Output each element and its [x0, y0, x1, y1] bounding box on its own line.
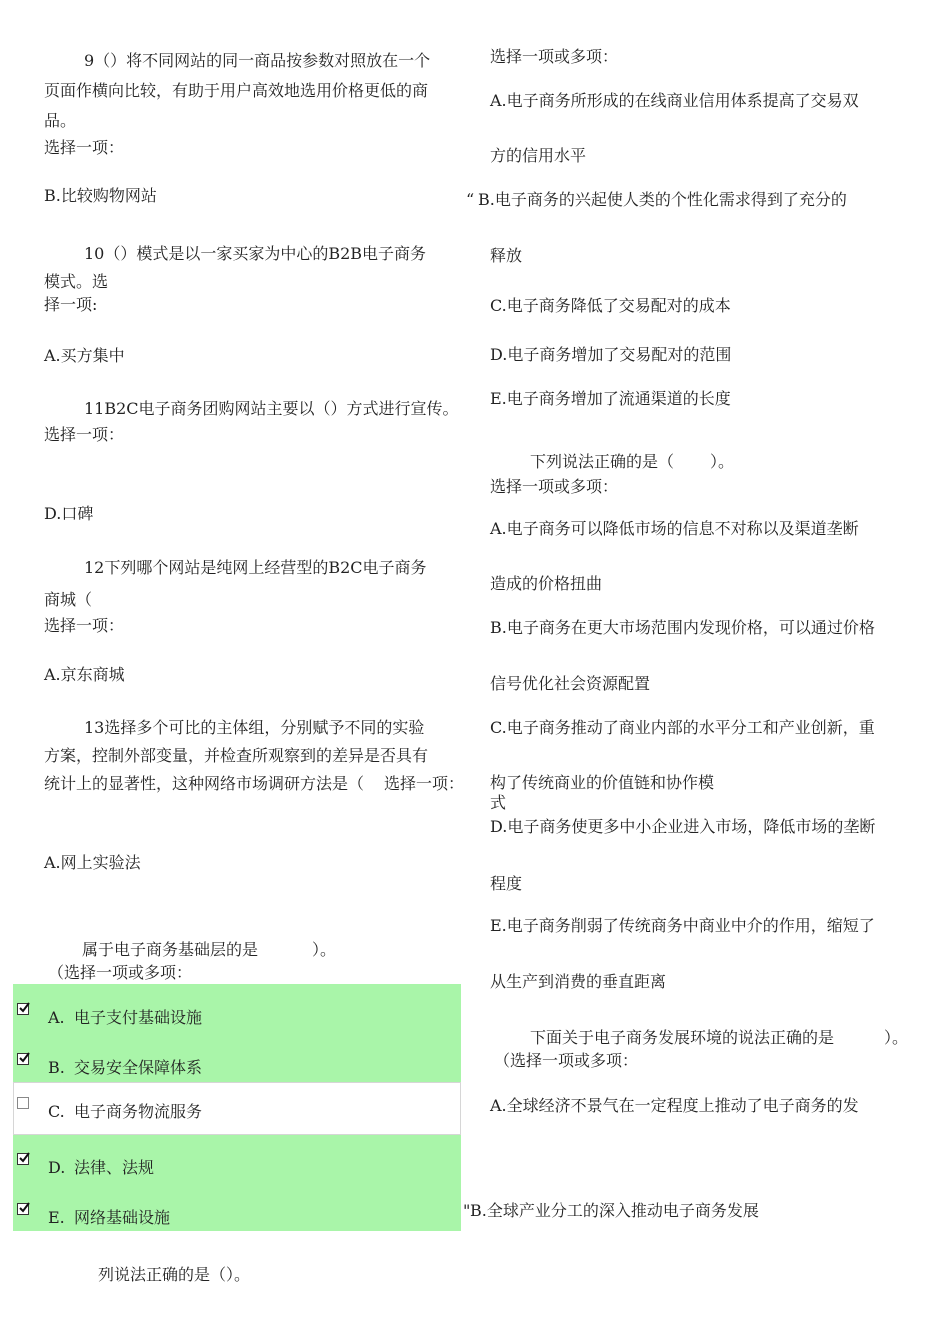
checkbox-option-e[interactable]	[17, 1203, 29, 1215]
q13-prompt: 选择一项：	[384, 774, 465, 793]
checkbox-option-d[interactable]	[17, 1153, 29, 1165]
qa-option-e: E.电子商务增加了流通渠道的长度	[490, 389, 731, 408]
qa-option-b-mark: “	[466, 190, 475, 209]
option-d-text: 法律、法规	[74, 1158, 155, 1177]
q12-line1: 12下列哪个网站是纯网上经营型的B2C电子商务	[84, 558, 427, 577]
option-e-letter: E.	[48, 1208, 65, 1227]
q10-answer: A.买方集中	[44, 346, 125, 365]
qb-option-a-line1: A.电子商务可以降低市场的信息不对称以及渠道垄断	[490, 519, 859, 538]
qb-option-a-line2: 造成的价格扭曲	[490, 574, 603, 593]
qc-stem-end: ）。	[884, 1028, 909, 1047]
qb-stem: 下列说法正确的是（	[530, 452, 675, 471]
qc-option-a: A.全球经济不景气在一定程度上推动了电子商务的发	[490, 1096, 859, 1115]
option-a-text: 电子支付基础设施	[74, 1008, 203, 1027]
q12-answer: A.京东商城	[44, 665, 125, 684]
q12-prompt: 选择一项：	[44, 616, 125, 635]
q13-line3: 统计上的显著性，这种网络市场调研方法是（	[44, 774, 365, 793]
qb-option-d-line2: 程度	[490, 874, 523, 893]
q10-line2: 模式。选	[44, 272, 109, 291]
q9-line3: 品。	[44, 111, 77, 130]
option-b-letter: B.	[48, 1058, 65, 1077]
q9-answer: B.比较购物网站	[44, 186, 157, 205]
qb-option-e-line2: 从生产到消费的垂直距离	[490, 972, 667, 991]
check-icon	[18, 1052, 30, 1064]
q11-prompt: 选择一项：	[44, 425, 125, 444]
check-icon	[18, 1002, 30, 1014]
option-c-text: 电子商务物流服务	[74, 1102, 203, 1121]
qb-option-b-line1: B.电子商务在更大市场范围内发现价格，可以通过价格	[490, 618, 875, 637]
qb-option-c-line3: 式	[490, 793, 507, 812]
check-icon	[18, 1202, 30, 1214]
qa-prompt: 选择一项或多项：	[490, 47, 619, 66]
qc-stem: 下面关于电子商务发展环境的说法正确的是	[530, 1028, 835, 1047]
check-icon	[18, 1152, 30, 1164]
q9-prompt: 选择一项：	[44, 138, 125, 157]
q11-line1: 11B2C电子商务团购网站主要以（）方式进行宣传。	[84, 399, 459, 418]
option-d-letter: D.	[48, 1158, 66, 1177]
q10-line1: 10（）模式是以一家买家为中心的B2B电子商务	[84, 244, 427, 263]
q10-prompt: 择一项:	[44, 295, 98, 314]
option-a-letter: A.	[48, 1008, 65, 1027]
qb-option-c-line2: 构了传统商业的价值链和协作模	[490, 773, 715, 792]
checkbox-option-a[interactable]	[17, 1003, 29, 1015]
q9-line1: 9（）将不同网站的同一商品按参数对照放在一个	[84, 51, 431, 70]
option-b-text: 交易安全保障体系	[74, 1058, 203, 1077]
q14-prompt: （选择一项或多项：	[48, 963, 193, 982]
q13-line1: 13选择多个可比的主体组，分别赋予不同的实验	[84, 718, 425, 737]
qb-option-e-line1: E.电子商务削弱了传统商务中商业中介的作用，缩短了	[490, 916, 875, 935]
qa-option-d: D.电子商务增加了交易配对的范围	[490, 345, 732, 364]
qb-option-d-line1: D.电子商务使更多中小企业进入市场，降低市场的垄断	[490, 817, 876, 836]
qc-option-b-mark: "	[463, 1201, 471, 1220]
qa-option-b-line2: 释放	[490, 246, 523, 265]
qb-option-c-line1: C.电子商务推动了商业内部的水平分工和产业创新，重	[490, 718, 875, 737]
qb-option-b-line2: 信号优化社会资源配置	[490, 674, 651, 693]
checkbox-option-b[interactable]	[17, 1053, 29, 1065]
q14-stem: 属于电子商务基础层的是	[82, 940, 259, 959]
qb-prompt: 选择一项或多项：	[490, 477, 619, 496]
qa-option-a-line2: 方的信用水平	[490, 146, 587, 165]
qc-prompt: （选择一项或多项：	[494, 1051, 639, 1070]
q15-stem: 列说法正确的是（）。	[98, 1265, 251, 1284]
qa-option-a-line1: A.电子商务所形成的在线商业信用体系提高了交易双	[490, 91, 859, 110]
qb-stem-end: ）。	[710, 452, 735, 471]
option-e-text: 网络基础设施	[74, 1208, 171, 1227]
q11-answer: D.口碑	[44, 504, 94, 523]
q13-answer: A.网上实验法	[44, 853, 141, 872]
q12-line2: 商城（	[44, 590, 93, 609]
qa-option-c: C.电子商务降低了交易配对的成本	[490, 296, 731, 315]
q13-line2: 方案，控制外部变量，并检查所观察到的差异是否具有	[44, 746, 429, 765]
q14-stem-end: ）。	[312, 940, 337, 959]
qa-option-b-line1: B.电子商务的兴起使人类的个性化需求得到了充分的	[478, 190, 847, 209]
q9-line2: 页面作横向比较，有助于用户高效地选用价格更低的商	[44, 81, 429, 100]
qc-option-b: B.全球产业分工的深入推动电子商务发展	[470, 1201, 759, 1220]
option-c-letter: C.	[48, 1102, 65, 1121]
checkbox-option-c[interactable]	[17, 1097, 29, 1109]
